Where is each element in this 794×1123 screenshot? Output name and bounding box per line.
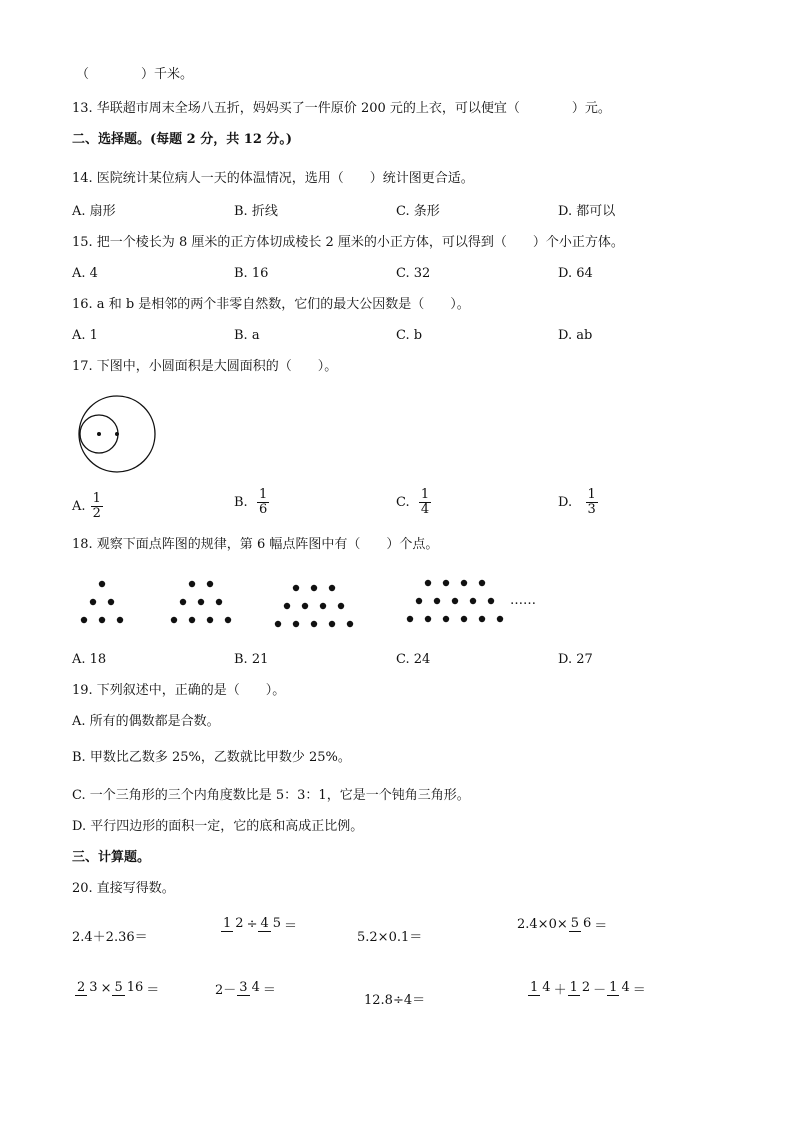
operator: － (593, 983, 607, 998)
dot (225, 617, 231, 623)
equals: ＝ (632, 983, 646, 998)
numerator: 1 (569, 980, 578, 995)
q17-d-fraction (586, 488, 598, 517)
dot (99, 581, 105, 587)
question-20: 20. 直接写得数。 (72, 881, 175, 896)
calc-r1-c1 (72, 926, 148, 945)
fraction (75, 981, 100, 996)
dot (470, 598, 476, 604)
operator: × (100, 981, 112, 996)
dot (108, 599, 114, 605)
dot (329, 621, 335, 627)
calc-expr: 2.4＋2.36＝ (72, 930, 148, 945)
q16-option-b: B. a (234, 328, 260, 343)
q19-option-c: C. 一个三角形的三个内角度数比是 5：3：1，它是一个钝角三角形。 (72, 788, 470, 803)
fraction (112, 981, 145, 996)
dot (90, 599, 96, 605)
dot (284, 603, 290, 609)
fraction (528, 981, 553, 996)
numerator: 4 (260, 916, 269, 931)
question-14: 14. 医院统计某位病人一天的体温情况，选用（ ）统计图更合适。 (72, 171, 474, 186)
q17-option-d (558, 488, 599, 517)
large-circle-center (115, 432, 119, 436)
fraction (607, 981, 632, 996)
numerator: 3 (239, 980, 248, 995)
denominator: 5 (272, 916, 282, 931)
q17-a-fraction (91, 492, 103, 521)
equals: ＝ (262, 983, 276, 998)
q14-option-a: A. 扇形 (72, 204, 116, 219)
dot (216, 599, 222, 605)
dot-figure-2 (171, 581, 231, 623)
q14-option-c: C. 条形 (396, 204, 440, 219)
q18-option-b: B. 21 (234, 652, 269, 667)
question-16: 16. a 和 b 是相邻的两个非零自然数，它们的最大公因数是（ ）。 (72, 297, 470, 312)
dot (488, 598, 494, 604)
operator: ＋ (553, 983, 567, 998)
question-18: 18. 观察下面点阵图的规律，第 6 幅点阵图中有（ ）个点。 (72, 537, 439, 552)
dot (461, 580, 467, 586)
fraction (237, 981, 262, 996)
fraction (568, 981, 593, 996)
q17-a-den: 2 (92, 506, 101, 521)
calc-r1-c3 (357, 926, 422, 945)
q15-option-b: B. 16 (234, 266, 269, 281)
denominator: 4 (621, 980, 630, 995)
q15-option-d: D. 64 (558, 266, 593, 281)
dot (171, 617, 177, 623)
denominator: 6 (583, 916, 592, 931)
dot (302, 603, 308, 609)
dot (99, 617, 105, 623)
dot (293, 585, 299, 591)
fraction (258, 917, 283, 932)
q17-d-num: 1 (587, 487, 596, 502)
dot-pattern-figure (70, 574, 550, 630)
dot (347, 621, 353, 627)
numerator: 1 (530, 980, 539, 995)
numerator: 1 (609, 980, 618, 995)
dot (416, 598, 422, 604)
dot (311, 585, 317, 591)
denominator: 4 (542, 980, 551, 995)
q17-b-fraction (257, 488, 269, 517)
q18-option-d: D. 27 (558, 652, 593, 667)
dot (443, 616, 449, 622)
q19-option-a: A. 所有的偶数都是合数。 (72, 714, 220, 729)
dot (497, 616, 503, 622)
calc-r2-c1 (74, 979, 159, 998)
dot (189, 617, 195, 623)
dot (207, 581, 213, 587)
calc-expr: 5.2×0.1＝ (357, 930, 423, 945)
fraction (569, 917, 594, 932)
q17-c-num: 1 (420, 487, 430, 502)
denominator: 2 (581, 980, 591, 995)
dot (81, 617, 87, 623)
question-19: 19. 下列叙述中，正确的是（ ）。 (72, 683, 286, 698)
q17-c-den: 4 (420, 502, 430, 517)
q17-c-fraction (419, 488, 431, 517)
q17-c-label: C. (396, 494, 410, 510)
dot (425, 580, 431, 586)
denominator: 2 (235, 916, 244, 931)
dot (452, 598, 458, 604)
q12-tail: （ ）千米。 (76, 67, 194, 82)
dot (293, 621, 299, 627)
small-circle-center (97, 432, 101, 436)
q17-option-a (72, 492, 104, 521)
dot (320, 603, 326, 609)
dot-ellipsis: …… (510, 593, 536, 608)
question-15: 15. 把一个棱长为 8 厘米的正方体切成棱长 2 厘米的小正方体，可以得到（ ）个小正方体。 (72, 235, 624, 250)
q16-option-c: C. b (396, 328, 423, 343)
numerator: 2 (77, 980, 86, 995)
operator: ÷ (246, 917, 258, 932)
q19-option-b: B. 甲数比乙数多 25%，乙数就比甲数少 25%。 (72, 750, 351, 765)
q17-option-b (234, 488, 270, 517)
q16-option-a: A. 1 (72, 328, 98, 343)
dot (207, 617, 213, 623)
dot (311, 621, 317, 627)
denominator: 3 (89, 980, 98, 995)
q17-d-label: D. (558, 494, 573, 510)
calc-r2-c4 (527, 979, 646, 998)
fraction (221, 917, 246, 932)
calc-r1-c2 (220, 915, 297, 934)
dot-figure-3 (275, 585, 353, 627)
dot (407, 616, 413, 622)
numerator: 1 (223, 916, 232, 931)
q15-option-c: C. 32 (396, 266, 431, 281)
equals: ＝ (594, 919, 608, 934)
circles-figure (78, 394, 160, 476)
dot (461, 616, 467, 622)
section-3-heading: 三、计算题。 (72, 850, 151, 865)
dot (443, 580, 449, 586)
calc-r1-c4 (517, 915, 607, 934)
dot (434, 598, 440, 604)
q17-option-c (396, 488, 432, 517)
dot (180, 599, 186, 605)
calc-r2-c3 (364, 989, 425, 1008)
q17-b-den: 6 (258, 502, 268, 517)
denominator: 16 (126, 980, 144, 995)
q15-option-a: A. 4 (72, 266, 98, 281)
q17-d-den: 3 (587, 502, 596, 517)
equals: ＝ (284, 919, 298, 934)
q18-option-c: C. 24 (396, 652, 431, 667)
q14-option-d: D. 都可以 (558, 204, 616, 219)
q19-option-d: D. 平行四边形的面积一定，它的底和高成正比例。 (72, 819, 364, 834)
dot-figure-1 (81, 581, 123, 623)
calc-expr: 12.8÷4＝ (364, 993, 426, 1008)
dot (425, 616, 431, 622)
q16-option-d: D. ab (558, 328, 593, 343)
calc-r2-c2 (215, 979, 276, 998)
numerator: 5 (570, 916, 580, 931)
calc-expr: 2.4×0× (517, 917, 568, 932)
dot (198, 599, 204, 605)
dot (329, 585, 335, 591)
q18-option-a: A. 18 (72, 652, 107, 667)
dot (189, 581, 195, 587)
q17-a-num: 1 (92, 491, 101, 506)
dot (479, 616, 485, 622)
dot (479, 580, 485, 586)
dot (117, 617, 123, 623)
dot (275, 621, 281, 627)
question-13: 13. 华联超市周末全场八五折，妈妈买了一件原价 200 元的上衣，可以便宜（ ）元。 (72, 101, 611, 116)
equals: ＝ (146, 983, 160, 998)
section-2-heading: 二、选择题。(每题 2 分，共 12 分。) (72, 132, 293, 147)
dot (338, 603, 344, 609)
denominator: 4 (251, 980, 260, 995)
calc-expr: 2－ (215, 983, 237, 998)
dot-figure-4 (407, 580, 503, 622)
question-17: 17. 下图中，小圆面积是大圆面积的（ ）。 (72, 359, 338, 374)
q17-a-label: A. (72, 498, 86, 514)
numerator: 5 (114, 980, 123, 995)
q17-b-num: 1 (258, 487, 268, 502)
q14-option-b: B. 折线 (234, 204, 278, 219)
q17-b-label: B. (234, 494, 248, 510)
